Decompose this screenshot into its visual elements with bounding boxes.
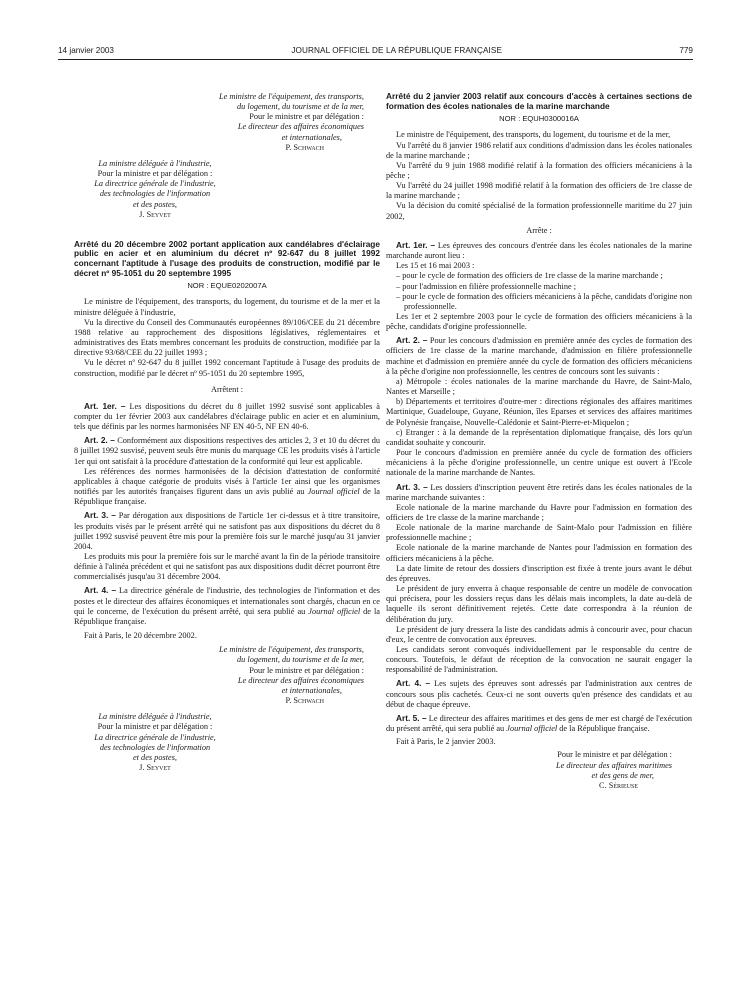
signature-line: du logement, du tourisme et de la mer, [237, 655, 364, 665]
article-2 [74, 435, 380, 466]
article-1 [386, 240, 692, 261]
text-run: de la République française. [557, 724, 650, 734]
paragraph: a) Métropole : écoles nationales de la marine marchande du Havre, de Saint-Malo, Nantes et Marseille ; [386, 376, 692, 397]
signature-line: Le directeur des affaires maritimes [556, 760, 672, 770]
paragraph: Vu la décision du comité spécialisé de la formation professionnelle maritime du 27 juin 2002, [386, 201, 692, 221]
article-text: Les dispositions du décret du 8 juillet 1992 susvisé sont applicables à compter du 1er février 2003 aux candélabres d'éclairage public en acier et en aluminium, tels que définis par les normes harmonisées NF EN 40-5, NF EN 40-6. [74, 401, 380, 432]
signature-line: La ministre déléguée à l'industrie, [98, 158, 212, 168]
article-label: Art. 3. – [396, 481, 428, 492]
left-column [74, 92, 380, 773]
signature-block-ministre-2 [74, 645, 380, 706]
article-label: Art. 5. – [396, 712, 427, 723]
signature-line: et des gens de mer, [591, 770, 654, 780]
paragraph: b) Départements et territoires d'outre-mer : directions régionales des affaires maritimes Martinique, Guadeloupe, Guyane, Réunion, îles Eparses et services des affaires maritimes de Polynésie française, Nouvelle-Calédonie et Saint-Pierre-et-Miquelon ; [386, 397, 692, 427]
article-text: Le directeur des affaires maritimes et des gens de mer est chargé de l'exécution du présent arrêté, qui sera publié au [386, 713, 692, 734]
paragraph: Les 15 et 16 mai 2003 : [396, 261, 475, 271]
paragraph: Le ministre de l'équipement, des transports, du logement, du tourisme et de la mer et la ministre déléguée à l'industrie, [74, 297, 380, 317]
paragraph: Le président de jury dressera la liste des candidats admis à concourir avec, pour chacun d'eux, le centre de convocation aux épreuves. [386, 624, 692, 644]
paragraph: Vu l'arrêté du 8 janvier 1986 relatif aux conditions d'admission dans les écoles nationales de la marine marchande ; [386, 140, 692, 160]
decree-title: Arrêté du 20 décembre 2002 portant application aux candélabres d'éclairage public en acier et en aluminium du décret nº 92-647 du 8 juillet 1992 concernant l'aptitude à l'usage des produits de construction, modifié par le décret nº 95-1051 du 20 septembre 1995 [74, 238, 380, 278]
decree-title: Arrêté du 2 janvier 2003 relatif aux concours d'accès à certaines sections de formation des écoles nationales de la marine marchande [386, 91, 692, 111]
signature-block-industrie-2 [74, 712, 236, 773]
signature-line: Le directeur des affaires économiques [237, 122, 364, 132]
paragraph: Vu le décret nº 92-647 du 8 juillet 1992 concernant l'aptitude à l'usage des produits de construction, modifié par le décret nº 95-1051 du 20 septembre 1995, [74, 358, 380, 378]
arrete-heading: Arrête : [526, 225, 552, 235]
article-4 [386, 678, 692, 709]
article-text: Les dossiers d'inscription peuvent être retirés dans les écoles nationales de la marine marchande suivantes : [386, 482, 692, 502]
list-item: – pour le cycle de formation des officiers mécaniciens à la pêche, candidats d'origine non professionnelle. [396, 291, 692, 311]
signature-line: La directrice générale de l'industrie, [94, 732, 216, 742]
header-title: JOURNAL OFFICIEL DE LA RÉPUBLIQUE FRANÇAISE [291, 46, 503, 55]
article-label: Art. 3. – [84, 510, 116, 521]
article-label: Art. 4. – [84, 585, 117, 596]
text-run: de la République française. [74, 487, 380, 507]
article-2 [386, 335, 692, 377]
paragraph: Les produits mis pour la première fois sur le marché avant la fin de la période transitoire définie à l'alinéa précédent et qui ne satisfont pas aux dispositions dudit décret pourront être commercialisés jusqu'au 31 décembre 2004. [74, 552, 380, 582]
journal-officiel-ref: Journal officiel [308, 606, 361, 616]
text-run: Les références des normes harmonisées de la décision d'attestation de conformité applicables à chaque catégorie de produits visés à l'article 1er ainsi que les organismes notifiés par les autorités françaises figurent dans un avis publié au [74, 466, 380, 497]
signature-line: Pour le ministre et par délégation : [249, 112, 364, 122]
article-label: Art. 4. – [396, 678, 431, 689]
header-date: 14 janvier 2003 [58, 46, 114, 55]
signature-line: Le directeur des affaires économiques [237, 675, 364, 685]
paragraph: Le ministre de l'équipement, des transports, du logement, du tourisme et de la mer, [396, 130, 671, 140]
fait-a-paris: Fait à Paris, le 20 décembre 2002. [84, 631, 197, 641]
page-header [58, 46, 693, 58]
paragraph: c) Etranger : à la demande de la représentation diplomatique française, dès lors qu'un candidat souhaite y concourir. [386, 427, 692, 447]
paragraph: Vu l'arrêté du 9 juin 1988 modifié relatif à la formation des officiers mécaniciens à la pêche ; [386, 160, 692, 180]
nor-reference: NOR : EQUE0202007A [187, 281, 267, 291]
article-text: La directrice générale de l'industrie, des technologies de l'information et des postes et le directeur des affaires économiques et internationales sont chargés, chacun en ce qui le concerne, de l'exécution du présent arrêté, qui sera publié au [74, 586, 380, 616]
paragraph: Ecole nationale de la marine marchande de Nantes pour l'admission en formation des officiers mécaniciens à la pêche. [386, 543, 692, 563]
article-text: Conformément aux dispositions respectives des articles 2, 3 et 10 du décret du 8 juillet 1992 susvisé, peuvent seuls être munis du marquage CE les produits visés à l'article 1er qui ont satisfait à la procédure d'attestation de la conformité qui leur est applicable. [74, 436, 381, 466]
signature-line: et des postes, [132, 752, 177, 762]
paragraph: Le président de jury enverra à chaque responsable de centre un modèle de convocation qui précisera, pour les dossiers reçus dans les délais mais incomplets, la date au-delà de laquelle ils seront définitivement rejetés. Cette date correspondra à la réunion de délibération du jury. [386, 584, 692, 624]
signature-block-ministre [74, 92, 380, 153]
article-4 [74, 585, 380, 627]
paragraph: La date limite de retour des dossiers d'inscription est fixée à trente jours avant le début des épreuves. [386, 563, 692, 583]
paragraph: Les 1er et 2 septembre 2003 pour le cycle de formation des officiers mécaniciens à la pêche, candidats d'origine professionnelle. [386, 312, 692, 332]
paragraph: Ecole nationale de la marine marchande de Saint-Malo pour l'admission en filière professionnelle machine ; [386, 523, 692, 543]
arretent-heading: Arrêtent : [210, 384, 244, 394]
text-run: de la République française. [74, 606, 380, 626]
signature-line: et des postes, [132, 199, 177, 209]
signature-line: Le ministre de l'équipement, des transports, [218, 645, 364, 655]
header-page-number: 779 [679, 46, 693, 55]
article-label: Art. 2. – [396, 335, 428, 346]
article-text: Par dérogation aux dispositions de l'article 1er ci-dessus et à titre transitoire, les produits visés par le présent arrêté qui ne satisfont pas aux dispositions du décret du 8 juillet 1992 susvisé peuvent être mis pour la première fois sur le marché jusqu'au 31 janvier 2004. [74, 511, 380, 551]
list-item: – pour le cycle de formation des officiers de 1re classe de la marine marchande ; [396, 271, 663, 281]
nor-reference: NOR : EQUH0300016A [499, 114, 579, 124]
signature-line: La directrice générale de l'industrie, [94, 179, 216, 189]
article-label: Art. 1er. – [396, 239, 436, 250]
signature-name: J. Seyvet [139, 209, 171, 219]
article-3 [386, 482, 692, 503]
article-text: Les épreuves des concours d'entrée dans les écoles nationales de la marine marchande auront lieu : [386, 240, 692, 261]
signature-line: et internationales, [281, 685, 342, 695]
signature-line: Pour le ministre et par délégation : [557, 750, 672, 760]
fait-a-paris: Fait à Paris, le 2 janvier 2003. [396, 737, 496, 747]
paragraph: Pour le concours d'admission en première année du cycle de formation des officiers mécaniciens à la pêche d'origine professionnelle, un centre unique est ouvert à l'Ecole nationale de la marine marchande de Nantes. [386, 448, 692, 478]
article-text: Les sujets des épreuves sont adressés par l'administration aux centres de concours sous plis cachetés. Ceux-ci ne sont ouverts qu'en présence des candidats et au début de chaque épreuve. [386, 679, 692, 709]
signature-line: Pour la ministre et par délégation : [97, 722, 213, 732]
journal-officiel-ref: Journal officiel [506, 724, 558, 734]
journal-officiel-ref: Journal officiel [307, 487, 360, 497]
signature-line: Le ministre de l'équipement, des transports, [218, 92, 364, 101]
signature-line: Pour la ministre et par délégation : [97, 169, 213, 179]
signature-name: J. Seyvet [139, 762, 171, 772]
signature-block-marine [386, 750, 692, 791]
paragraph [74, 467, 380, 508]
header-rule [58, 59, 693, 60]
signature-line: des technologies de l'information [99, 742, 211, 752]
signature-line: et internationales, [281, 132, 342, 142]
paragraph: Vu la directive du Conseil des Communautés européennes 89/106/CEE du 21 décembre 1988 relative au rapprochement des dispositions législatives, réglementaires et administratives des Etats membres concernant les produits de construction, modifiée par la directive 93/68/CEE du 22 juillet 1993 ; [74, 317, 380, 358]
signature-block-industrie [74, 159, 236, 220]
signature-line: Pour le ministre et par délégation : [249, 665, 364, 675]
list-item: – pour l'admission en filière professionnelle machine ; [396, 281, 577, 291]
paragraph: Vu l'arrêté du 24 juillet 1998 modifié relatif à la formation des officiers de 1re classe de la marine marchande ; [386, 181, 692, 201]
paragraph: Ecole nationale de la marine marchande du Havre pour l'admission en formation des officiers de 1re classe de la marine marchande ; [386, 502, 692, 522]
article-label: Art. 2. – [84, 435, 115, 446]
signature-line: du logement, du tourisme et de la mer, [237, 102, 364, 112]
signature-line: des technologies de l'information [99, 189, 211, 199]
article-label: Art. 1er. – [84, 400, 126, 411]
signature-name: P. Schwach [285, 696, 324, 706]
article-5 [386, 713, 692, 734]
signature-line: La ministre déléguée à l'industrie, [98, 712, 212, 722]
article-3 [74, 510, 380, 552]
paragraph: Les candidats seront convoqués individuellement par le responsable du centre de concours. Toutefois, le défaut de réception de la convocation ne saurait engager la responsabilité de l'administration. [386, 645, 692, 675]
article-1 [74, 401, 380, 432]
article-text: Pour les concours d'admission en première année des cycles de formation des officiers de 1re classe de la marine marchande, d'admission en filière professionnelle machine et d'admission en première année du cycle de formation des officiers mécaniciens à la pêche d'origine non professionnelle, les centres de concours sont les suivants : [386, 336, 692, 376]
signature-name: C. Sérieuse [599, 780, 638, 790]
signature-name: P. Schwach [285, 142, 324, 152]
right-column [386, 92, 692, 791]
